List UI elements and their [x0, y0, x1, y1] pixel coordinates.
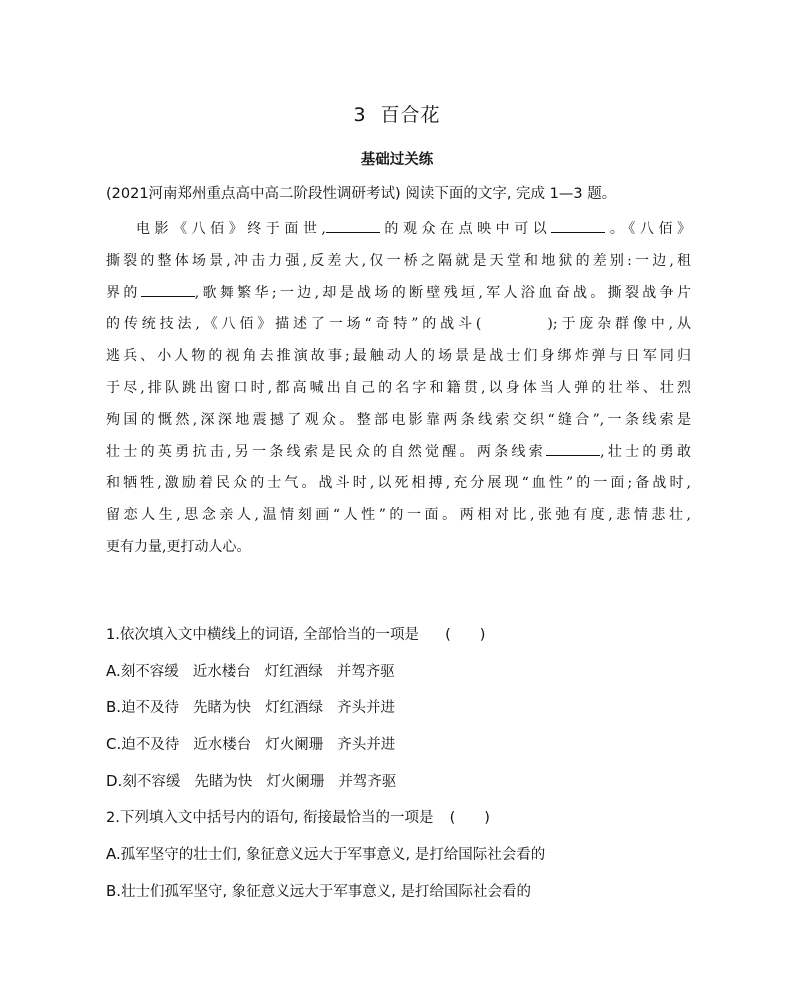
passage-line: 和牺牲,激励着民众的士气。战斗时,以死相搏,充分展现“血性”的一面;备战时, — [106, 475, 691, 492]
reading-passage — [106, 214, 691, 564]
question-1-option-d: D.刻不容缓 先睹为快 灯火阑珊 并驾齐驱 — [106, 772, 397, 790]
lesson-title-text: 百合花 — [380, 104, 441, 126]
fill-blank — [551, 218, 605, 233]
fill-blank — [326, 218, 380, 233]
fill-blank — [141, 282, 195, 297]
question-2-stem: 2.下列填入文中括号内的语句, 衔接最恰当的一项是 ( ) — [106, 806, 490, 827]
question-1-option-a: A.刻不容缓 近水楼台 灯红酒绿 并驾齐驱 — [106, 662, 395, 680]
answer-paren: ( ) — [449, 810, 490, 826]
passage-line: 的传统技法,《八佰》描述了一场“奇特”的战斗( );于庞杂群像中,从 — [106, 316, 691, 333]
section-title: 基础过关练 — [360, 152, 434, 168]
passage-line: 撕裂的整体场景,冲击力强,反差大,仅一桥之隔就是天堂和地狱的差别:一边,租 — [106, 252, 691, 269]
passage-line: 于尽,排队跳出窗口时,都高喊出自己的名字和籍贯,以身体当人弹的壮举、壮烈 — [106, 379, 691, 396]
answer-paren: ( ) — [445, 627, 486, 643]
passage-line: 电影《八佰》终于面世, 的观众在点映中可以 。《八佰》 — [106, 214, 691, 246]
source-note: (2021河南郑州重点高中高二阶段性调研考试) 阅读下面的文字, 完成 1—3 题。 — [106, 186, 617, 202]
question-1-option-c: C.迫不及待 近水楼台 灯火阑珊 齐头并进 — [106, 735, 396, 753]
passage-line: 殉国的慨然,深深地震撼了观众。整部电影靠两条线索交织“缝合”,一条线索是 — [106, 411, 691, 428]
lesson-title — [0, 100, 794, 127]
passage-line: 留恋人生,思念亲人,温情刻画“人性”的一面。两相对比,张弛有度,悲情悲壮, — [106, 507, 691, 524]
passage-line: 逃兵、小人物的视角去推演故事;最触动人的场景是战士们身绑炸弹与日军同归 — [106, 348, 691, 365]
passage-line: 壮士的英勇抗击,另一条线索是民众的自然觉醒。两条线索 ,壮士的勇敢 — [106, 437, 691, 469]
passage-line: 界的 ,歌舞繁华;一边,却是战场的断壁残垣,军人浴血奋战。撕裂战争片 — [106, 278, 691, 310]
question-2-option-b: B.壮士们孤军坚守, 象征意义远大于军事意义, 是打给国际社会看的 — [106, 882, 531, 900]
fill-blank — [546, 441, 600, 456]
question-2-option-a: A.孤军坚守的壮士们, 象征意义远大于军事意义, 是打给国际社会看的 — [106, 845, 546, 863]
passage-line: 更有力量,更打动人心。 — [106, 538, 251, 555]
question-1-stem: 1.依次填入文中横线上的词语, 全部恰当的一项是 ( ) — [106, 623, 485, 644]
lesson-number: 3 — [353, 104, 367, 126]
question-1-option-b: B.迫不及待 先睹为快 灯红酒绿 齐头并进 — [106, 698, 396, 716]
